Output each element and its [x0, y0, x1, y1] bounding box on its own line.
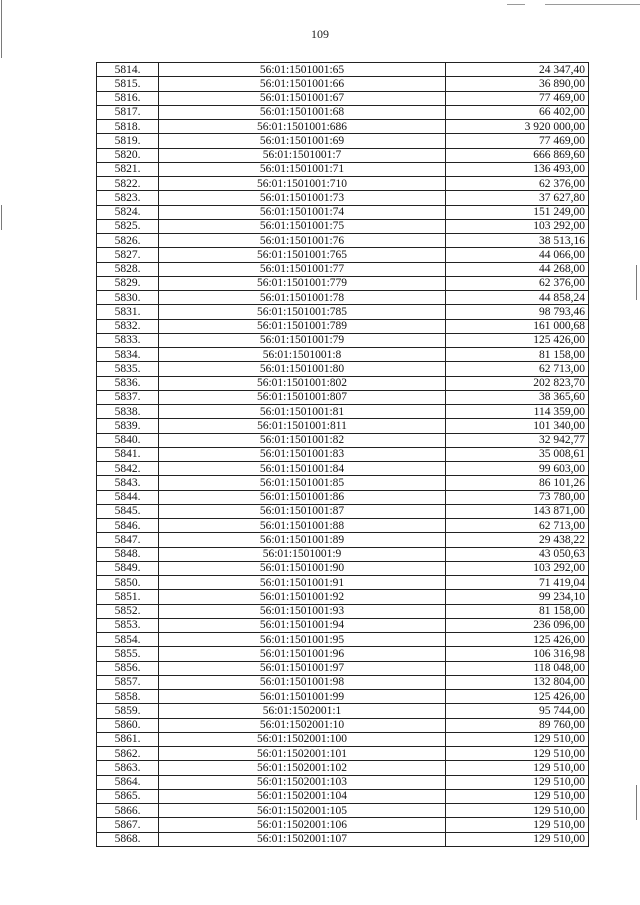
cadastral-number: 56:01:1501001:88: [159, 519, 446, 533]
cadastral-value: 143 871,00: [446, 504, 589, 518]
cadastral-value: 132 804,00: [446, 675, 589, 689]
row-number: 5860.: [97, 718, 159, 732]
scan-edge-line: [545, 4, 640, 5]
cadastral-number: 56:01:1501001:686: [159, 120, 446, 134]
cadastral-number: 56:01:1502001:10: [159, 718, 446, 732]
row-number: 5827.: [97, 248, 159, 262]
cadastral-number: 56:01:1501001:87: [159, 504, 446, 518]
cadastral-value: 136 493,00: [446, 162, 589, 176]
table-row: [97, 63, 589, 77]
table-row: [97, 718, 589, 732]
cadastral-number: 56:01:1501001:98: [159, 675, 446, 689]
cadastral-value: 62 713,00: [446, 362, 589, 376]
table-row: [97, 333, 589, 347]
table-row: [97, 319, 589, 333]
table-row: [97, 476, 589, 490]
cadastral-value: 44 858,24: [446, 291, 589, 305]
row-number: 5840.: [97, 433, 159, 447]
row-number: 5849.: [97, 561, 159, 575]
cadastral-number: 56:01:1501001:94: [159, 618, 446, 632]
cadastral-number: 56:01:1501001:85: [159, 476, 446, 490]
row-number: 5841.: [97, 447, 159, 461]
table-row: [97, 205, 589, 219]
cadastral-value: 95 744,00: [446, 704, 589, 718]
cadastral-value: 236 096,00: [446, 618, 589, 632]
table-row: [97, 77, 589, 91]
table-row: [97, 661, 589, 675]
cadastral-value: 125 426,00: [446, 333, 589, 347]
table-row: [97, 775, 589, 789]
cadastral-value: 66 402,00: [446, 105, 589, 119]
scan-edge-mark: [636, 265, 637, 300]
cadastral-number: 56:01:1501001:68: [159, 105, 446, 119]
row-number: 5862.: [97, 747, 159, 761]
cadastral-value: 106 316,98: [446, 647, 589, 661]
cadastral-value: 103 292,00: [446, 561, 589, 575]
table-row: [97, 519, 589, 533]
cadastral-value: 29 438,22: [446, 533, 589, 547]
table-row: [97, 105, 589, 119]
cadastral-number: 56:01:1501001:86: [159, 490, 446, 504]
cadastral-value: 36 890,00: [446, 77, 589, 91]
table-row: [97, 604, 589, 618]
cadastral-number: 56:01:1501001:75: [159, 219, 446, 233]
cadastral-number: 56:01:1501001:81: [159, 405, 446, 419]
cadastral-value: 73 780,00: [446, 490, 589, 504]
cadastral-value: 38 513,16: [446, 234, 589, 248]
row-number: 5831.: [97, 305, 159, 319]
table-row: [97, 405, 589, 419]
table-row: [97, 818, 589, 832]
table-row: [97, 433, 589, 447]
cadastral-number: 56:01:1501001:65: [159, 63, 446, 77]
cadastral-number: 56:01:1501001:765: [159, 248, 446, 262]
table-row: [97, 547, 589, 561]
cadastral-number: 56:01:1501001:71: [159, 162, 446, 176]
row-number: 5819.: [97, 134, 159, 148]
cadastral-number: 56:01:1501001:7: [159, 148, 446, 162]
table-body: [97, 63, 589, 847]
cadastral-value-table: [96, 62, 589, 847]
cadastral-value: 666 869,60: [446, 148, 589, 162]
table-row: [97, 219, 589, 233]
cadastral-number: 56:01:1502001:1: [159, 704, 446, 718]
row-number: 5838.: [97, 405, 159, 419]
row-number: 5821.: [97, 162, 159, 176]
table-row: [97, 419, 589, 433]
cadastral-value: 103 292,00: [446, 219, 589, 233]
cadastral-number: 56:01:1501001:811: [159, 419, 446, 433]
cadastral-value: 62 376,00: [446, 276, 589, 290]
row-number: 5823.: [97, 191, 159, 205]
scan-edge-mark: [1, 205, 2, 230]
cadastral-value: 62 376,00: [446, 177, 589, 191]
cadastral-value: 129 510,00: [446, 804, 589, 818]
cadastral-number: 56:01:1501001:95: [159, 633, 446, 647]
cadastral-number: 56:01:1502001:103: [159, 775, 446, 789]
page-number: 109: [311, 27, 329, 41]
cadastral-value: 101 340,00: [446, 419, 589, 433]
row-number: 5855.: [97, 647, 159, 661]
cadastral-number: 56:01:1501001:82: [159, 433, 446, 447]
table-row: [97, 305, 589, 319]
cadastral-number: 56:01:1501001:66: [159, 77, 446, 91]
cadastral-value: 202 823,70: [446, 376, 589, 390]
cadastral-value: 129 510,00: [446, 747, 589, 761]
table-row: [97, 234, 589, 248]
table-row: [97, 576, 589, 590]
row-number: 5814.: [97, 63, 159, 77]
cadastral-number: 56:01:1501001:802: [159, 376, 446, 390]
scan-edge-mark: [636, 785, 637, 820]
row-number: 5822.: [97, 177, 159, 191]
row-number: 5853.: [97, 618, 159, 632]
cadastral-number: 56:01:1502001:105: [159, 804, 446, 818]
row-number: 5844.: [97, 490, 159, 504]
row-number: 5848.: [97, 547, 159, 561]
cadastral-value: 38 365,60: [446, 390, 589, 404]
table-row: [97, 789, 589, 803]
cadastral-number: 56:01:1502001:102: [159, 761, 446, 775]
row-number: 5833.: [97, 333, 159, 347]
table-row: [97, 675, 589, 689]
cadastral-value: 118 048,00: [446, 661, 589, 675]
row-number: 5854.: [97, 633, 159, 647]
cadastral-value: 62 713,00: [446, 519, 589, 533]
row-number: 5839.: [97, 419, 159, 433]
cadastral-number: 56:01:1501001:80: [159, 362, 446, 376]
cadastral-value: 35 008,61: [446, 447, 589, 461]
cadastral-number: 56:01:1501001:710: [159, 177, 446, 191]
row-number: 5818.: [97, 120, 159, 134]
cadastral-number: 56:01:1501001:779: [159, 276, 446, 290]
table-row: [97, 704, 589, 718]
table-row: [97, 191, 589, 205]
row-number: 5856.: [97, 661, 159, 675]
row-number: 5836.: [97, 376, 159, 390]
row-number: 5851.: [97, 590, 159, 604]
row-number: 5830.: [97, 291, 159, 305]
cadastral-value: 125 426,00: [446, 690, 589, 704]
row-number: 5867.: [97, 818, 159, 832]
table-row: [97, 561, 589, 575]
cadastral-value: 161 000,68: [446, 319, 589, 333]
cadastral-number: 56:01:1501001:97: [159, 661, 446, 675]
cadastral-value: 99 603,00: [446, 462, 589, 476]
row-number: 5837.: [97, 390, 159, 404]
cadastral-value: 37 627,80: [446, 191, 589, 205]
row-number: 5816.: [97, 91, 159, 105]
cadastral-value: 3 920 000,00: [446, 120, 589, 134]
table-row: [97, 348, 589, 362]
cadastral-value: 125 426,00: [446, 633, 589, 647]
table-row: [97, 177, 589, 191]
cadastral-value: 77 469,00: [446, 91, 589, 105]
row-number: 5832.: [97, 319, 159, 333]
table-row: [97, 148, 589, 162]
cadastral-number: 56:01:1501001:89: [159, 533, 446, 547]
cadastral-number: 56:01:1501001:789: [159, 319, 446, 333]
cadastral-number: 56:01:1501001:91: [159, 576, 446, 590]
cadastral-value: 71 419,04: [446, 576, 589, 590]
table-row: [97, 490, 589, 504]
row-number: 5843.: [97, 476, 159, 490]
table-row: [97, 690, 589, 704]
table-row: [97, 647, 589, 661]
cadastral-number: 56:01:1501001:69: [159, 134, 446, 148]
table-row: [97, 462, 589, 476]
cadastral-value: 81 158,00: [446, 604, 589, 618]
table-row: [97, 618, 589, 632]
table-row: [97, 633, 589, 647]
cadastral-value: 32 942,77: [446, 433, 589, 447]
cadastral-number: 56:01:1502001:100: [159, 732, 446, 746]
cadastral-value: 99 234,10: [446, 590, 589, 604]
table-row: [97, 761, 589, 775]
cadastral-number: 56:01:1501001:83: [159, 447, 446, 461]
cadastral-value: 81 158,00: [446, 348, 589, 362]
cadastral-number: 56:01:1501001:9: [159, 547, 446, 561]
row-number: 5820.: [97, 148, 159, 162]
cadastral-number: 56:01:1501001:67: [159, 91, 446, 105]
table-row: [97, 248, 589, 262]
table-row: [97, 120, 589, 134]
table-row: [97, 390, 589, 404]
row-number: 5826.: [97, 234, 159, 248]
cadastral-number: 56:01:1501001:807: [159, 390, 446, 404]
cadastral-value: 129 510,00: [446, 789, 589, 803]
table-row: [97, 362, 589, 376]
cadastral-number: 56:01:1501001:84: [159, 462, 446, 476]
cadastral-value: 77 469,00: [446, 134, 589, 148]
row-number: 5817.: [97, 105, 159, 119]
table-row: [97, 291, 589, 305]
cadastral-value: 129 510,00: [446, 761, 589, 775]
cadastral-value: 44 268,00: [446, 262, 589, 276]
table-row: [97, 590, 589, 604]
table-row: [97, 162, 589, 176]
row-number: 5842.: [97, 462, 159, 476]
cadastral-value: 151 249,00: [446, 205, 589, 219]
scan-edge-line: [507, 4, 525, 5]
table-row: [97, 376, 589, 390]
row-number: 5824.: [97, 205, 159, 219]
row-number: 5825.: [97, 219, 159, 233]
cadastral-number: 56:01:1501001:92: [159, 590, 446, 604]
cadastral-value: 129 510,00: [446, 818, 589, 832]
table-row: [97, 91, 589, 105]
row-number: 5835.: [97, 362, 159, 376]
table-row: [97, 134, 589, 148]
cadastral-value: 129 510,00: [446, 775, 589, 789]
table-row: [97, 276, 589, 290]
row-number: 5859.: [97, 704, 159, 718]
row-number: 5815.: [97, 77, 159, 91]
row-number: 5834.: [97, 348, 159, 362]
cadastral-value: 86 101,26: [446, 476, 589, 490]
row-number: 5846.: [97, 519, 159, 533]
cadastral-number: 56:01:1501001:90: [159, 561, 446, 575]
table-row: [97, 504, 589, 518]
row-number: 5845.: [97, 504, 159, 518]
cadastral-number: 56:01:1501001:73: [159, 191, 446, 205]
table-row: [97, 804, 589, 818]
row-number: 5861.: [97, 732, 159, 746]
row-number: 5858.: [97, 690, 159, 704]
table-row: [97, 533, 589, 547]
cadastral-number: 56:01:1501001:8: [159, 348, 446, 362]
cadastral-number: 56:01:1501001:79: [159, 333, 446, 347]
cadastral-number: 56:01:1501001:93: [159, 604, 446, 618]
cadastral-number: 56:01:1502001:101: [159, 747, 446, 761]
cadastral-value: 129 510,00: [446, 832, 589, 846]
cadastral-number: 56:01:1501001:74: [159, 205, 446, 219]
cadastral-value: 43 050,63: [446, 547, 589, 561]
table-row: [97, 832, 589, 846]
cadastral-number: 56:01:1502001:106: [159, 818, 446, 832]
cadastral-number: 56:01:1501001:76: [159, 234, 446, 248]
row-number: 5852.: [97, 604, 159, 618]
cadastral-value: 24 347,40: [446, 63, 589, 77]
cadastral-number: 56:01:1502001:104: [159, 789, 446, 803]
row-number: 5866.: [97, 804, 159, 818]
row-number: 5857.: [97, 675, 159, 689]
cadastral-number: 56:01:1501001:77: [159, 262, 446, 276]
table-row: [97, 447, 589, 461]
cadastral-number: 56:01:1501001:96: [159, 647, 446, 661]
row-number: 5828.: [97, 262, 159, 276]
cadastral-number: 56:01:1501001:785: [159, 305, 446, 319]
table-row: [97, 732, 589, 746]
row-number: 5829.: [97, 276, 159, 290]
row-number: 5850.: [97, 576, 159, 590]
cadastral-value: 98 793,46: [446, 305, 589, 319]
row-number: 5847.: [97, 533, 159, 547]
row-number: 5864.: [97, 775, 159, 789]
cadastral-number: 56:01:1501001:78: [159, 291, 446, 305]
row-number: 5865.: [97, 789, 159, 803]
cadastral-value: 114 359,00: [446, 405, 589, 419]
table-row: [97, 747, 589, 761]
cadastral-value: 89 760,00: [446, 718, 589, 732]
cadastral-number: 56:01:1501001:99: [159, 690, 446, 704]
table-row: [97, 262, 589, 276]
cadastral-number: 56:01:1502001:107: [159, 832, 446, 846]
row-number: 5868.: [97, 832, 159, 846]
row-number: 5863.: [97, 761, 159, 775]
cadastral-value: 44 066,00: [446, 248, 589, 262]
cadastral-value: 129 510,00: [446, 732, 589, 746]
